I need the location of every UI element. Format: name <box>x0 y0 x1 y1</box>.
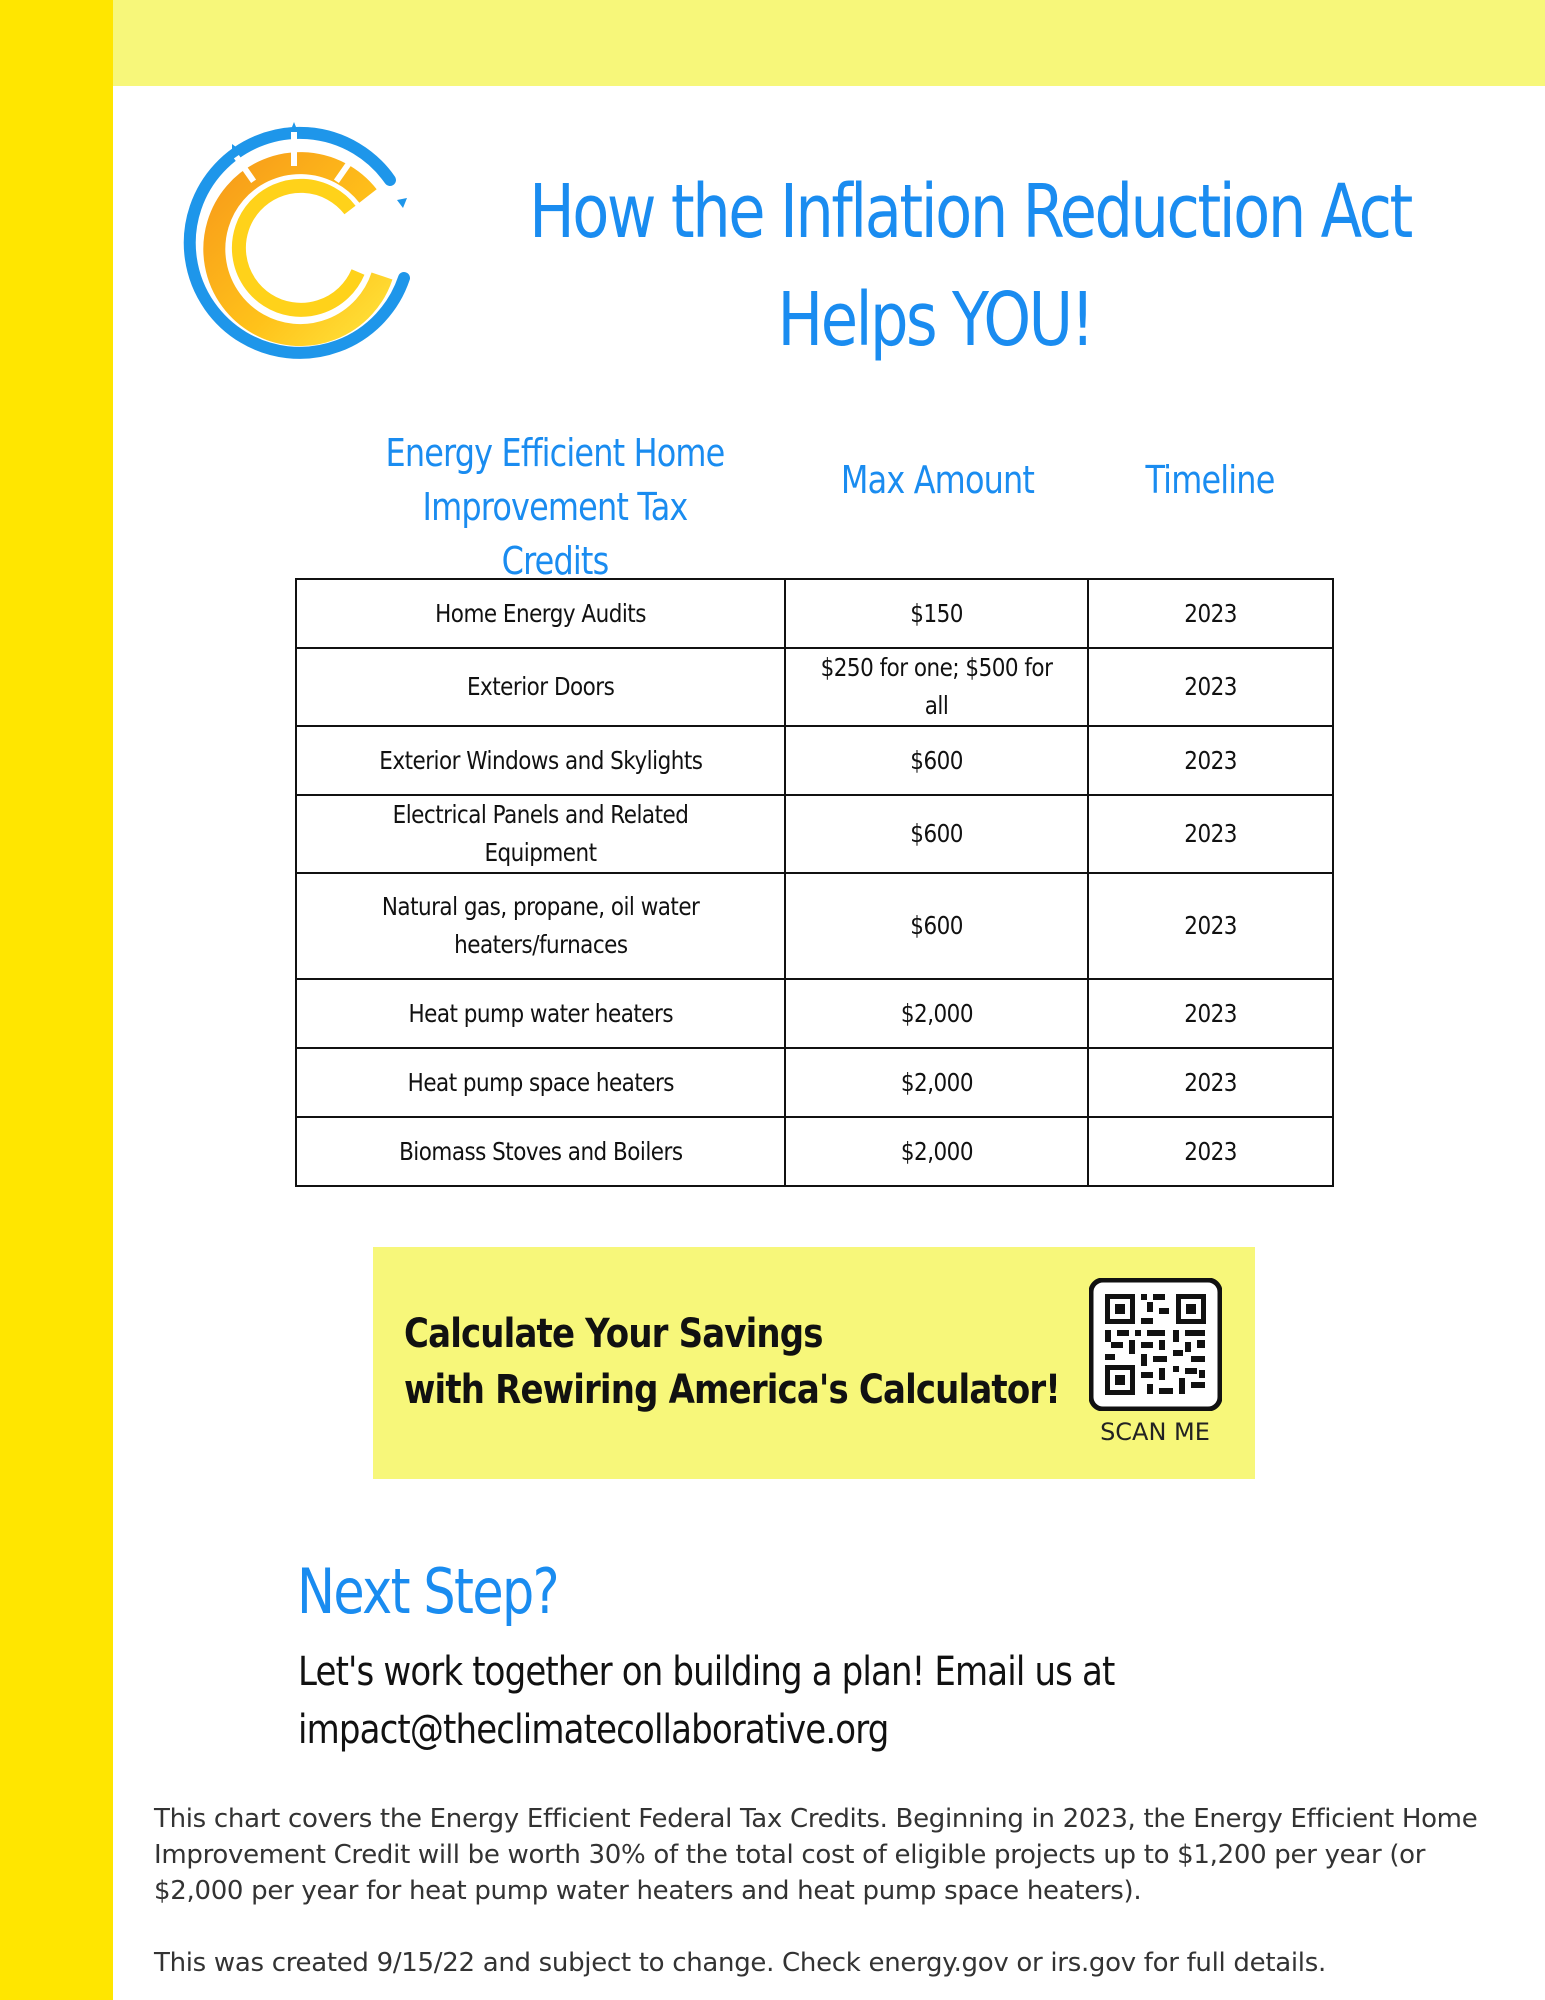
credit-item-cell: Heat pump space heaters <box>296 1048 785 1117</box>
column-header-credit-line-2: Improvement Tax Credits <box>422 485 688 583</box>
table-row <box>296 1048 1333 1117</box>
table-row <box>296 648 1333 726</box>
footnote-paragraph-1: This chart covers the Energy Efficient Federal Tax Credits. Beginning in 2023, the Energy Efficient Home Improvement Credit will be worth 30% of the total cost of eligible projects up to $1,200 per year (or $2,000 per year for heat pump water heaters and heat pump space heaters). <box>154 1804 1478 1906</box>
timeline-cell: 2023 <box>1088 648 1333 726</box>
contact-email[interactable]: impact@theclimatecollaborative.org <box>298 1707 889 1753</box>
column-header-credit <box>366 426 744 588</box>
max-amount-cell: $2,000 <box>785 979 1088 1048</box>
max-amount-cell: $2,000 <box>785 1117 1088 1186</box>
timeline-cell: 2023 <box>1088 1117 1333 1186</box>
credit-item-cell: Heat pump water heaters <box>296 979 785 1048</box>
timeline-cell: 2023 <box>1088 873 1333 979</box>
next-step-line-1: Let's work together on building a plan! Email us at <box>298 1649 1115 1695</box>
timeline-cell: 2023 <box>1088 726 1333 795</box>
table-row <box>296 579 1333 648</box>
credit-item-cell: Exterior Windows and Skylights <box>296 726 785 795</box>
column-header-amount: Max Amount <box>840 458 1035 502</box>
sun-c-logo-icon <box>172 118 417 363</box>
page-title <box>529 158 1411 374</box>
credit-item-cell: Exterior Doors <box>296 648 785 726</box>
footnote <box>154 1801 1499 1981</box>
table-row <box>296 873 1333 979</box>
table-row <box>296 1117 1333 1186</box>
max-amount-cell: $150 <box>785 579 1088 648</box>
footnote-paragraph-2: This was created 9/15/22 and subject to change. Check energy.gov or irs.gov for full details. <box>154 1948 1326 1978</box>
credit-item-cell: Biomass Stoves and Boilers <box>296 1117 785 1186</box>
title-line-2: Helps YOU! <box>777 277 1093 363</box>
timeline-cell: 2023 <box>1088 979 1333 1048</box>
next-step-heading: Next Step? <box>297 1555 558 1628</box>
max-amount-cell: $600 <box>785 873 1088 979</box>
max-amount-cell: $2,000 <box>785 1048 1088 1117</box>
calculator-line-1: Calculate Your Savings <box>404 1311 823 1357</box>
top-accent-bar <box>113 0 1545 86</box>
max-amount-cell: $600 <box>785 726 1088 795</box>
calculator-text <box>404 1306 1060 1418</box>
tax-credit-table <box>295 578 1334 1187</box>
table-row <box>296 795 1333 873</box>
column-header-timeline: Timeline <box>1145 458 1275 502</box>
title-line-1: How the Inflation Reduction Act <box>529 169 1411 255</box>
table-row <box>296 979 1333 1048</box>
credit-item-cell: Electrical Panels and Related Equipment <box>296 795 785 873</box>
credit-item-cell: Home Energy Audits <box>296 579 785 648</box>
column-header-credit-line-1: Energy Efficient Home <box>385 431 725 475</box>
timeline-cell: 2023 <box>1088 795 1333 873</box>
calculator-line-2: with Rewiring America's Calculator! <box>404 1367 1060 1413</box>
qr-code-icon[interactable] <box>1089 1278 1222 1411</box>
max-amount-cell: $250 for one; $500 for all <box>785 648 1088 726</box>
next-step-body <box>298 1643 1114 1759</box>
table-row <box>296 726 1333 795</box>
timeline-cell: 2023 <box>1088 1048 1333 1117</box>
side-accent-bar <box>0 0 113 2000</box>
max-amount-cell: $600 <box>785 795 1088 873</box>
scan-me-label: SCAN ME <box>1100 1418 1210 1446</box>
timeline-cell: 2023 <box>1088 579 1333 648</box>
credit-item-cell: Natural gas, propane, oil water heaters/furnaces <box>296 873 785 979</box>
